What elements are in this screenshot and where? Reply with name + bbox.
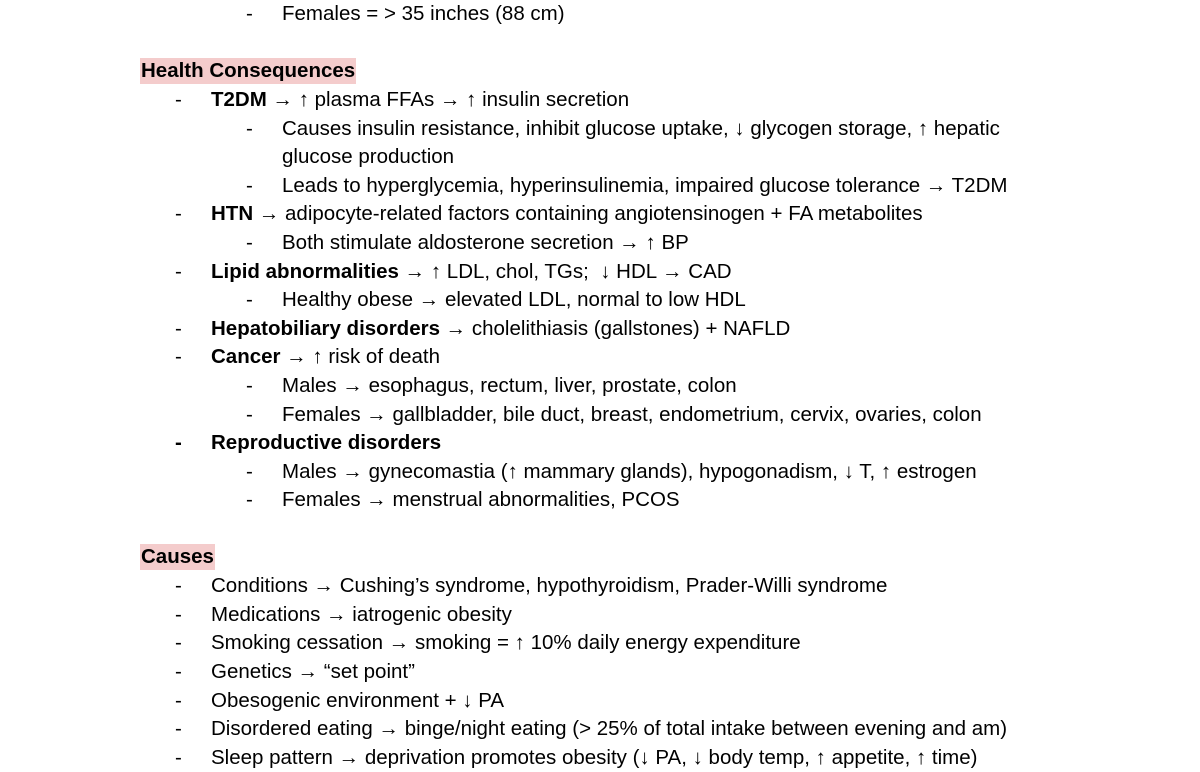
hepatobiliary-label: Hepatobiliary disorders <box>211 317 440 340</box>
t2dm-sub-item-line2: glucose production <box>282 145 455 168</box>
bullet-dash: - <box>175 717 182 740</box>
lipid-text: → ↑ LDL, chol, TGs; ↓ HDL → CAD <box>398 260 732 283</box>
bullet-dash: - <box>175 746 182 769</box>
cause-item: Obesogenic environment + ↓ PA <box>211 689 505 712</box>
reproductive-label: Reproductive disorders <box>211 431 442 454</box>
bullet-dash: - <box>246 374 253 397</box>
bullet-dash: - <box>246 488 253 511</box>
t2dm-item <box>211 86 629 114</box>
bullet-dash: - <box>175 631 182 654</box>
cancer-label: Cancer <box>211 345 281 368</box>
t2dm-text: → ↑ plasma FFAs → ↑ insulin secretion <box>266 88 630 111</box>
bullet-dash: - <box>175 689 182 712</box>
causes-heading: Causes <box>141 545 214 568</box>
bullet-dash: - <box>246 174 253 197</box>
lipid-item <box>211 258 732 286</box>
bullet-dash: - <box>246 460 253 483</box>
reproductive-sub-item: Females → menstrual abnormalities, PCOS <box>282 488 680 511</box>
cause-item: Medications → iatrogenic obesity <box>211 603 512 626</box>
t2dm-label: T2DM <box>211 88 267 111</box>
health-consequences-heading: Health Consequences <box>141 59 356 82</box>
cause-item: Genetics → “set point” <box>211 660 415 683</box>
bullet-dash: - <box>175 345 182 368</box>
bullet-dash: - <box>246 403 253 426</box>
bullet-dash: - <box>175 88 182 111</box>
htn-sub-item: Both stimulate aldosterone secretion → ↑ BP <box>282 231 689 254</box>
bullet-dash: - <box>175 317 182 340</box>
cancer-sub-item: Males → esophagus, rectum, liver, prostate, colon <box>282 374 737 397</box>
hepatobiliary-text: → cholelithiasis (gallstones) + NAFLD <box>439 317 791 340</box>
cause-item: Conditions → Cushing’s syndrome, hypothyroidism, Prader-Willi syndrome <box>211 574 888 597</box>
cause-item: Smoking cessation → smoking = ↑ 10% daily energy expenditure <box>211 631 801 654</box>
hepatobiliary-item <box>211 315 790 343</box>
bullet-dash: - <box>175 431 182 454</box>
reproductive-sub-item: Males → gynecomastia (↑ mammary glands), hypogonadism, ↓ T, ↑ estrogen <box>282 460 977 483</box>
bullet-dash: - <box>246 2 253 25</box>
cause-item: Sleep pattern → deprivation promotes obesity (↓ PA, ↓ body temp, ↑ appetite, ↑ time) <box>211 746 978 769</box>
lipid-label: Lipid abnormalities <box>211 260 399 283</box>
cancer-item <box>211 343 440 371</box>
cause-item: Disordered eating → binge/night eating (> 25% of total intake between evening and am) <box>211 717 1008 740</box>
htn-label: HTN <box>211 202 254 225</box>
bullet-dash: - <box>175 260 182 283</box>
bullet-dash: - <box>175 574 182 597</box>
t2dm-sub-item: Leads to hyperglycemia, hyperinsulinemia, impaired glucose tolerance → T2DM <box>282 174 1008 197</box>
bullet-dash: - <box>246 231 253 254</box>
cancer-sub-item: Females → gallbladder, bile duct, breast, endometrium, cervix, ovaries, colon <box>282 403 982 426</box>
cancer-text: → ↑ risk of death <box>280 345 441 368</box>
bullet-dash: - <box>246 117 253 140</box>
lipid-sub-item: Healthy obese → elevated LDL, normal to low HDL <box>282 288 746 311</box>
htn-item <box>211 200 923 228</box>
bullet-dash: - <box>175 202 182 225</box>
bullet-dash: - <box>175 603 182 626</box>
females-waist-item: Females = > 35 inches (88 cm) <box>282 2 565 25</box>
bullet-dash: - <box>246 288 253 311</box>
bullet-dash: - <box>175 660 182 683</box>
t2dm-sub-item-line1: Causes insulin resistance, inhibit glucose uptake, ↓ glycogen storage, ↑ hepatic <box>282 117 1000 140</box>
htn-text: → adipocyte-related factors containing angiotensinogen + FA metabolites <box>253 202 923 225</box>
